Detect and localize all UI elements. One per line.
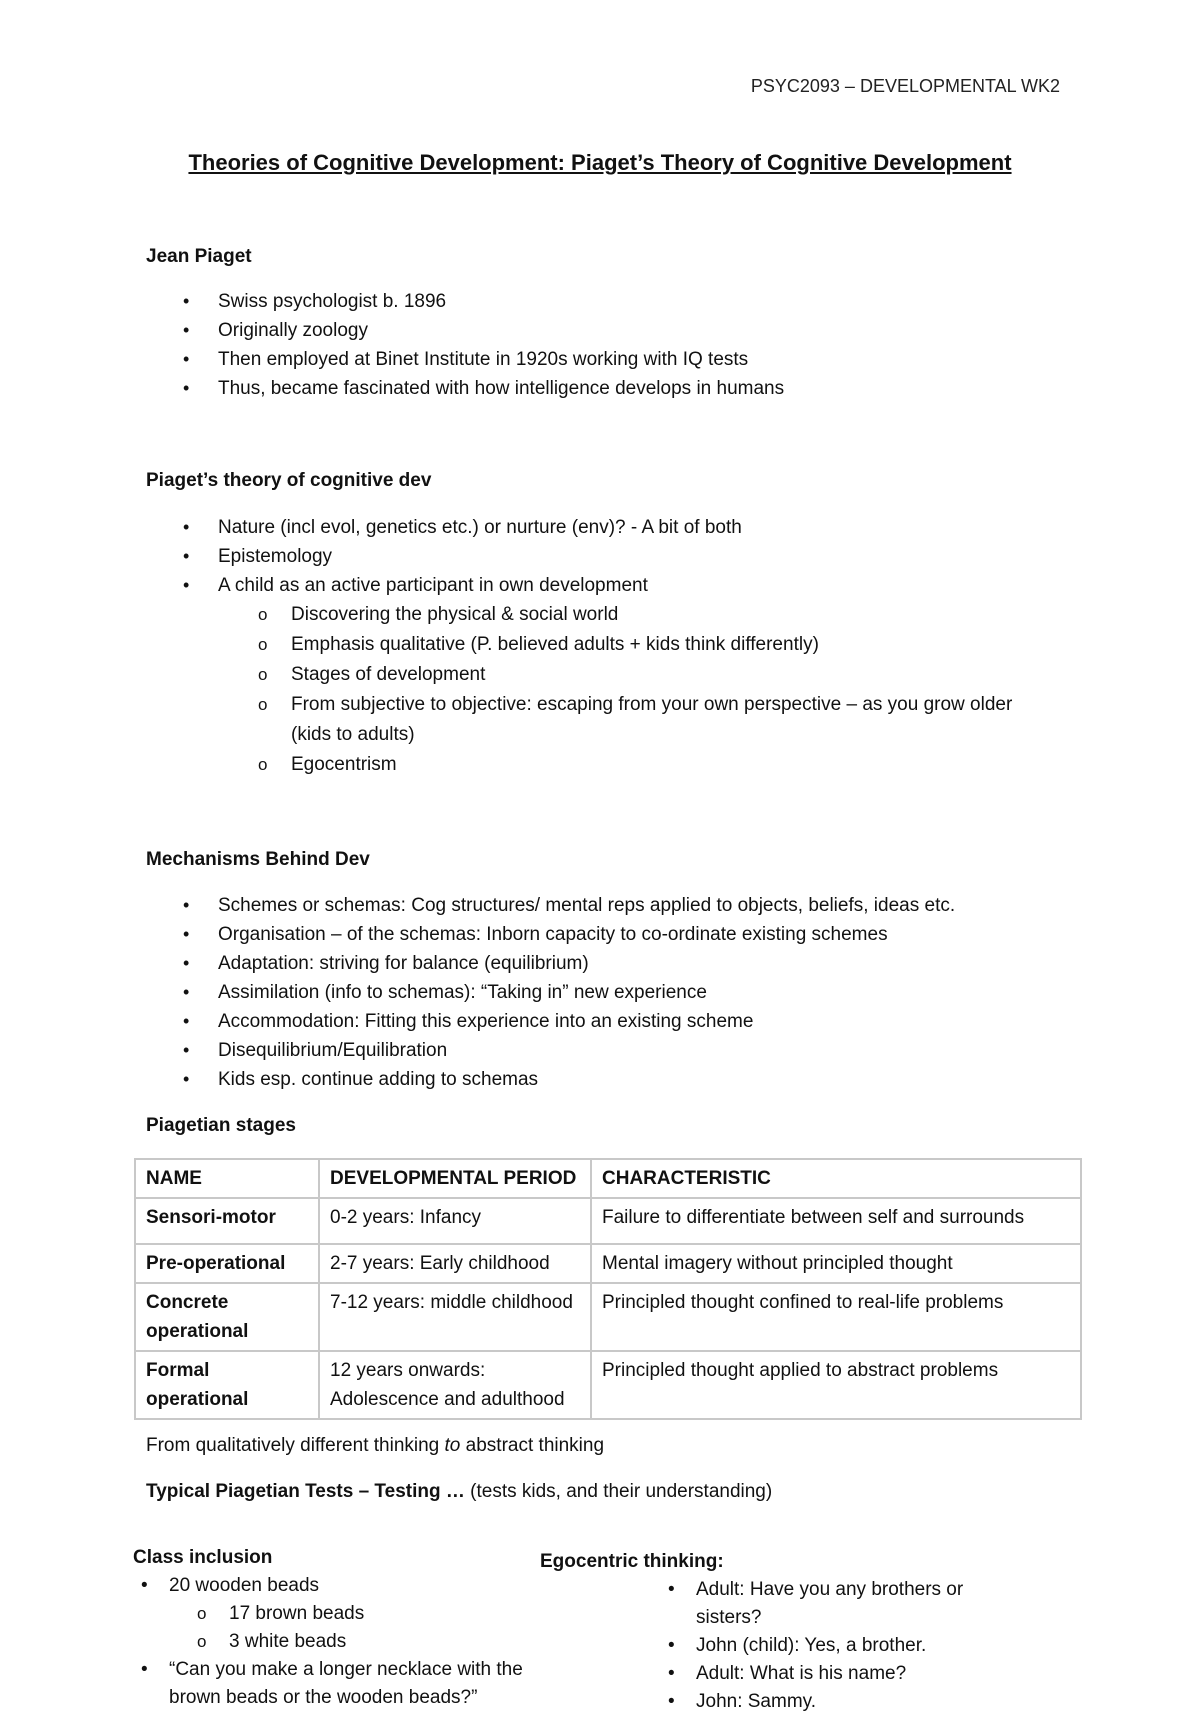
class-inclusion-list [133,1572,573,1712]
sub-list-item: o Egocentrism [146,750,1026,780]
list-item: • Organisation – of the schemas: Inborn capacity to co-ordinate existing schemes [146,920,955,949]
list-item: • Accommodation: Fitting this experience into an existing scheme [146,1007,955,1036]
table-row [135,1351,1081,1419]
egocentric-list [660,1576,1010,1716]
list-item: • Assimilation (info to schemas): “Taking in” new experience [146,978,955,1007]
section-heading-stages: Piagetian stages [146,1115,296,1136]
list-item: • Nature (incl evol, genetics etc.) or nurture (env)? - A bit of both [146,513,742,542]
sub-list-item: o From subjective to objective: escaping from your own perspective – as you grow older (kids to adults) [146,690,1026,750]
table-cell: 0-2 years: Infancy [319,1198,591,1244]
egocentric-column [540,1548,1010,1716]
list-item: • Then employed at Binet Institute in 1920s working with IQ tests [146,345,784,374]
sub-list-item: o Discovering the physical & social world [146,600,1026,630]
table-cell: Pre-operational [135,1244,319,1283]
tests-heading-bold: Typical Piagetian Tests – Testing … [146,1481,465,1502]
note-emphasis: to [444,1435,461,1456]
table-row [135,1198,1081,1244]
section-heading-theory: Piaget’s theory of cognitive dev [146,470,432,491]
sub-list-item: o 3 white beads [133,1628,573,1656]
list-item: • Adult: Have you any brothers or sisters? [660,1576,1010,1632]
list-item: • Adaptation: striving for balance (equilibrium) [146,949,955,978]
class-inclusion-column [133,1544,573,1712]
section-heading-mechanisms: Mechanisms Behind Dev [146,849,370,870]
sub-list-item: o 17 brown beads [133,1600,573,1628]
table-row [135,1244,1081,1283]
page-header: PSYC2093 – DEVELOPMENTAL WK2 [750,76,1060,96]
stages-table [134,1158,1082,1420]
class-inclusion-heading: Class inclusion [133,1547,273,1568]
list-item: • Disequilibrium/Equilibration [146,1036,955,1065]
table-cell: 2-7 years: Early childhood [319,1244,591,1283]
tests-heading [146,1481,772,1503]
egocentric-heading: Egocentric thinking: [540,1551,724,1572]
list-item: • John (child): Yes, a brother. [660,1632,1010,1660]
jean-piaget-list [146,287,784,403]
column-header: DEVELOPMENTAL PERIOD [319,1159,591,1198]
sub-list-item: o Stages of development [146,660,1026,690]
column-header: NAME [135,1159,319,1198]
table-cell: Mental imagery without principled thought [591,1244,1081,1283]
list-item: • “Can you make a longer necklace with the brown beads or the wooden beads?” [133,1656,573,1712]
table-cell: Concrete operational [135,1283,319,1351]
tests-heading-rest: (tests kids, and their understanding) [464,1481,773,1502]
column-header: CHARACTERISTIC [591,1159,1081,1198]
list-item: • Swiss psychologist b. 1896 [146,287,784,316]
mechanisms-list [146,891,955,1094]
list-item: • John: Sammy. [660,1688,1010,1716]
table-header-row [135,1159,1081,1198]
table-cell: 7-12 years: middle childhood [319,1283,591,1351]
sub-list-item: o Emphasis qualitative (P. believed adults + kids think differently) [146,630,1026,660]
table-cell: Principled thought applied to abstract problems [591,1351,1081,1419]
stages-note [146,1435,604,1457]
theory-sub-list [146,600,1026,780]
table-cell: Principled thought confined to real-life problems [591,1283,1081,1351]
list-item: • Originally zoology [146,316,784,345]
list-item: • 20 wooden beads [133,1572,573,1600]
note-text: abstract thinking [460,1435,605,1456]
list-item: • Schemes or schemas: Cog structures/ mental reps applied to objects, beliefs, ideas etc. [146,891,955,920]
theory-list [146,513,742,600]
list-item: • Epistemology [146,542,742,571]
document-title: Theories of Cognitive Development: Piaget’s Theory of Cognitive Development [188,150,1012,175]
list-item: • A child as an active participant in own development [146,571,742,600]
list-item: • Kids esp. continue adding to schemas [146,1065,955,1094]
table-cell: Formal operational [135,1351,319,1419]
table-cell: Failure to differentiate between self and surrounds [591,1198,1081,1244]
table-row [135,1283,1081,1351]
section-heading-jean-piaget: Jean Piaget [146,246,252,267]
list-item: • Adult: What is his name? [660,1660,1010,1688]
note-text: From qualitatively different thinking [146,1435,445,1456]
table-cell: Sensori-motor [135,1198,319,1244]
table-cell: 12 years onwards: Adolescence and adulthood [319,1351,591,1419]
list-item: • Thus, became fascinated with how intelligence develops in humans [146,374,784,403]
